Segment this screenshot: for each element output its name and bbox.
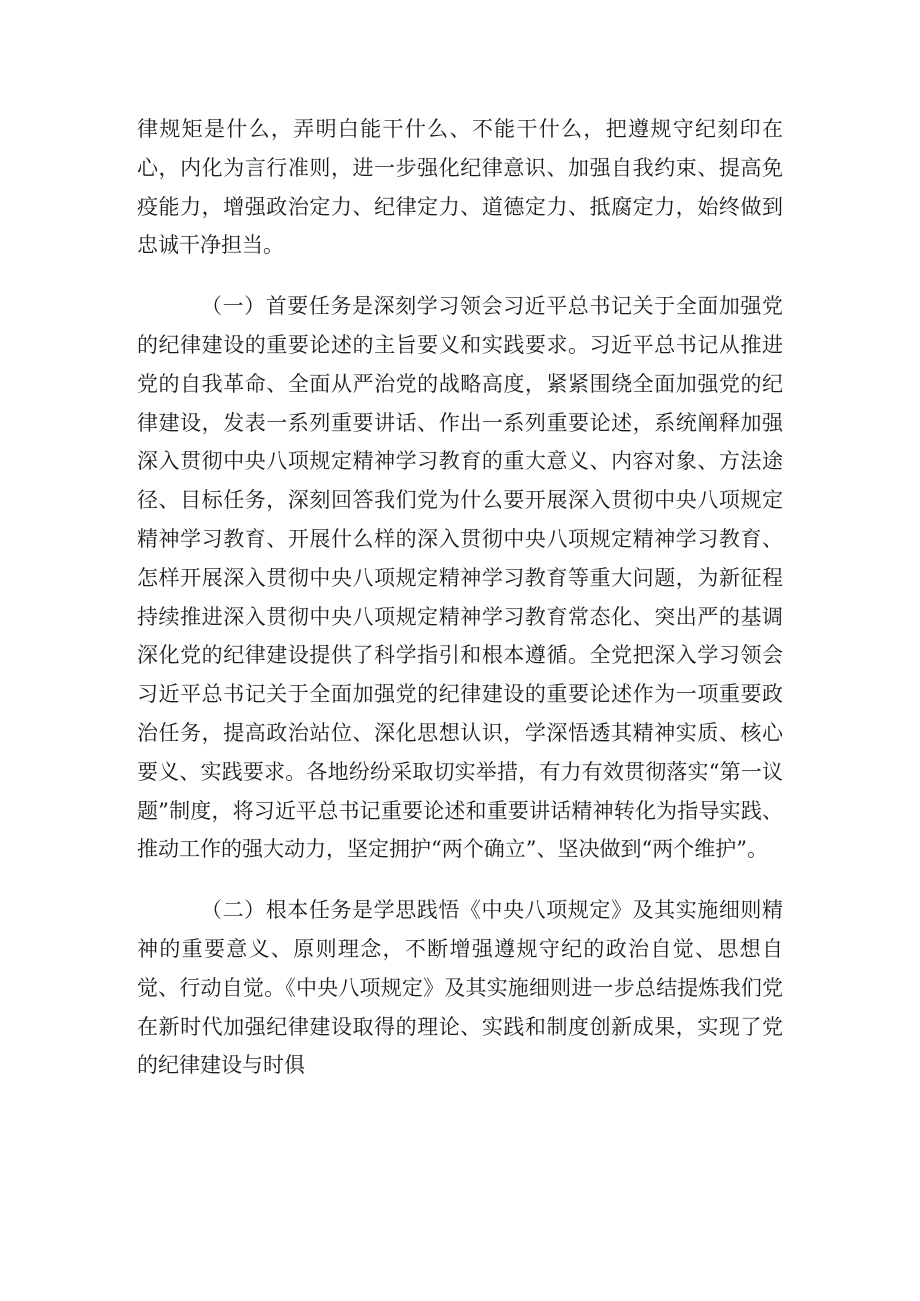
document-body [137,110,783,1085]
paragraph-section-two: （二）根本任务是学思践悟《中央八项规定》及其实施细则精神的重要意义、原则理念，不断增强遵规守纪的政治自觉、思想自觉、行动自觉。《中央八项规定》及其实施细则进一步总结提炼我们党在新时代加强纪律建设取得的理论、实践和制度创新成果，实现了党的纪律建设与时俱 [137,898,783,1078]
paragraph-section-one: （一）首要任务是深刻学习领会习近平总书记关于全面加强党的纪律建设的重要论述的主旨要义和实践要求。习近平总书记从推进党的自我革命、全面从严治党的战略高度，紧紧围绕全面加强党的纪律建设，发表一系列重要讲话、作出一系列重要论述，系统阐释加强深入贯彻中央八项规定精神学习教育的重大意义、内容对象、方法途径、目标任务，深刻回答我们党为什么要开展深入贯彻中央八项规定精神学习教育、开展什么样的深入贯彻中央八项规定精神学习教育、怎样开展深入贯彻中央八项规定精神学习教育等重大问题，为新征程持续推进深入贯彻中央八项规定精神学习教育常态化、突出严的基调深化党的纪律建设提供了科学指引和根本遵循。全党把深入学习领会习近平总书记关于全面加强党的纪律建设的重要论述作为一项重要政治任务，提高政治站位、深化思想认识，学深悟透其精神实质、核心要义、实践要求。各地纷纷采取切实举措，有力有效贯彻落实“第一议题”制度，将习近平总书记重要论述和重要讲话精神转化为指导实践、推动工作的强大动力，坚定拥护“两个确立”、坚决做到“两个维护”。 [137,294,783,862]
paragraph-continuation: 律规矩是什么，弄明白能干什么、不能干什么，把遵规守纪刻印在心，内化为言行准则，进一步强化纪律意识、加强自我约束、提高免疫能力，增强政治定力、纪律定力、道德定力、抵腐定力，始终做到忠诚干净担当。 [137,117,783,258]
